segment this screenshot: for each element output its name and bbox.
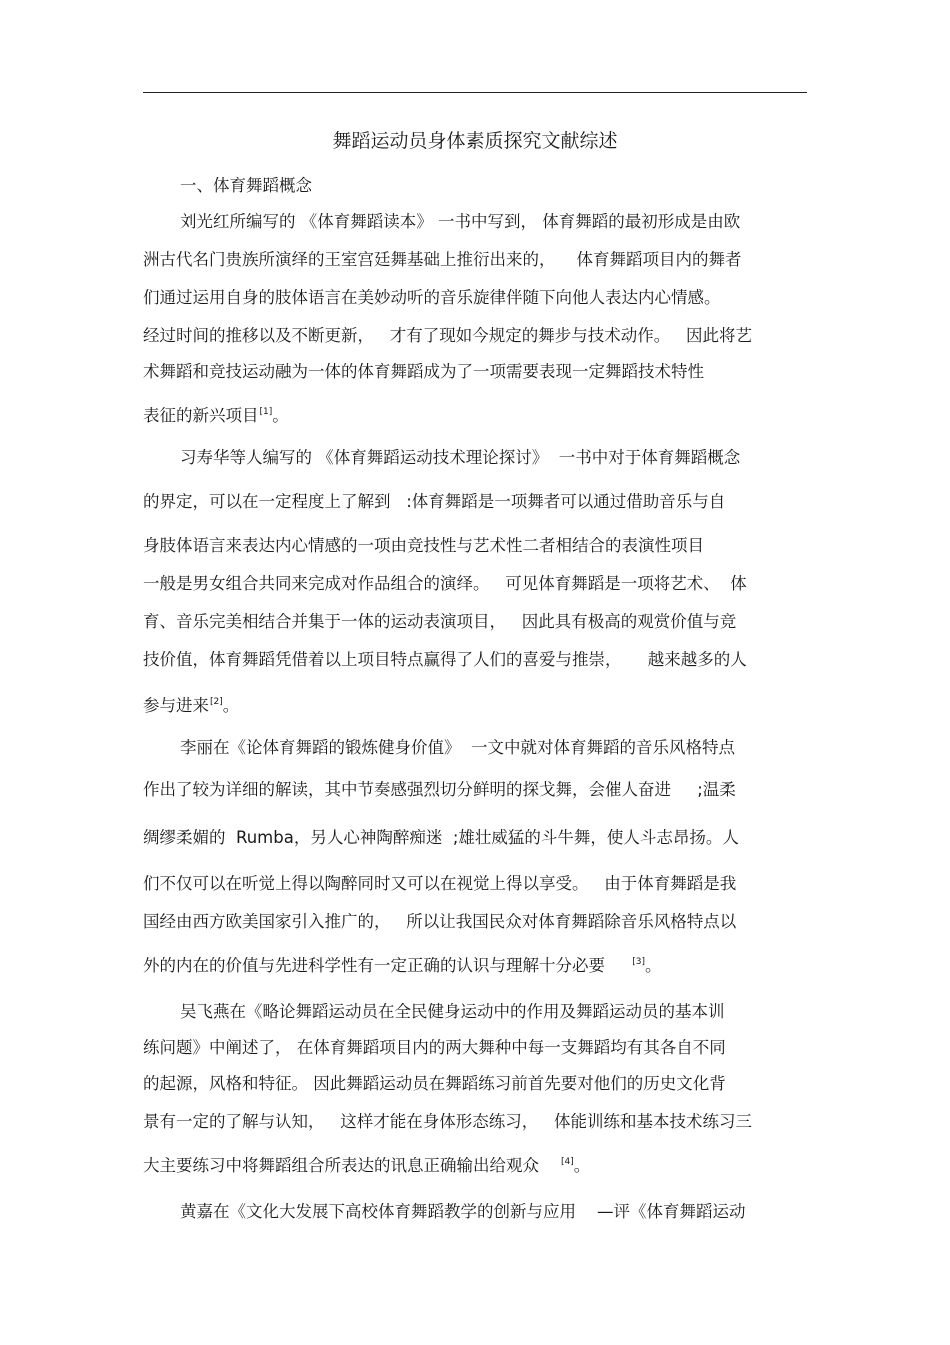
line-text: 的界定，可以在一定程度上了解到 :体育舞蹈是一项舞者可以通过借助音乐与自 (143, 492, 726, 511)
text-line (143, 610, 736, 634)
line-text: 作出了较为详细的解读，其中节奏感强烈切分鲜明的探戈舞，会催人奋进 ;温柔 (143, 780, 736, 799)
line-text: 练问题》中阐述了， 在体育舞蹈项目内的两大舞种中每一支舞蹈均有其各自不同 (143, 1038, 726, 1057)
line-text: 一、体育舞蹈概念 (180, 176, 312, 195)
text-line (143, 1110, 752, 1134)
text-line (143, 872, 736, 896)
line-text: 们不仅可以在听觉上得以陶醉同时又可以在视觉上得以享受。 由于体育舞蹈是我 (143, 874, 737, 893)
text-line (143, 534, 704, 558)
text-line (143, 324, 752, 348)
citation-marker: [3] (632, 957, 645, 967)
text-line (143, 248, 741, 272)
line-text: 参与进来 (143, 696, 209, 715)
text-line (143, 778, 736, 802)
line-end-punctuation: 。 (644, 956, 662, 975)
text-line (143, 400, 289, 428)
line-text: 国经由西方欧美国家引入推广的， 所以让我国民众对体育舞蹈除音乐风格特点以 (143, 912, 737, 931)
line-text: 身肢体语言来表达内心情感的一项由竞技性与艺术性二者相结合的表演性项目 (143, 536, 704, 555)
line-end-punctuation: 。 (272, 406, 289, 425)
text-line (143, 826, 739, 850)
line-text: 景有一定的了解与认知， 这样才能在身体形态练习， 体能训练和基本技术练习三 (143, 1112, 752, 1131)
document-title: 舞蹈运动员身体素质探究文献综述 (332, 130, 618, 152)
text-line (143, 572, 747, 596)
line-text: 吴飞燕在《略论舞蹈运动员在全民健身运动中的作用及舞蹈运动员的基本训 (180, 1002, 725, 1021)
line-text: 大主要练习中将舞蹈组合所表达的讯息正确输出给观众 (143, 1156, 560, 1175)
text-line (143, 490, 725, 514)
line-text: 们通过运用自身的肢体语言在美妙动听的音乐旋律伴随下向他人表达内心情感。 (143, 288, 721, 307)
line-text: 一般是男女组合共同来完成对作品组合的演绎。 可见体育舞蹈是一项将艺术、 体 (143, 574, 747, 593)
text-line (180, 446, 740, 470)
text-line (143, 1036, 726, 1060)
line-end-punctuation: 。 (573, 1156, 591, 1175)
line-text: 习寿华等人编写的 《体育舞蹈运动技术理论探讨》 一书中对于体育舞蹈概念 (180, 448, 741, 467)
header-rule (143, 92, 807, 93)
line-text: 黄嘉在《文化大发展下高校体育舞蹈教学的创新与应用 —评《体育舞蹈运动 (180, 1202, 746, 1221)
citation-marker: [2] (210, 697, 223, 707)
line-text: 外的内在的价值与先进科学性有一定正确的认识与理解十分必要 (143, 956, 632, 975)
text-line (180, 174, 312, 198)
line-text: 的起源，风格和特征。 因此舞蹈运动员在舞蹈练习前首先要对他们的历史文化背 (143, 1074, 726, 1093)
line-text: 洲古代名门贵族所演绎的王室宫廷舞基础上推衍出来的， 体育舞蹈项目内的舞者 (143, 250, 742, 269)
text-line (143, 1072, 726, 1096)
line-text: 术舞蹈和竞技运动融为一体的体育舞蹈成为了一项需要表现一定舞蹈技术特性 (143, 362, 704, 381)
line-text: 技价值，体育舞蹈凭借着以上项目特点赢得了人们的喜爱与推崇， 越来越多的人 (143, 650, 747, 669)
citation-marker: [1] (259, 407, 273, 417)
line-end-punctuation: 。 (222, 696, 240, 715)
text-line (143, 690, 239, 718)
text-line (180, 1200, 745, 1224)
text-line (180, 210, 740, 234)
line-text: 育、音乐完美相结合并集于一体的运动表演项目， 因此具有极高的观赏价值与竞 (143, 612, 737, 631)
text-line (143, 910, 736, 934)
text-line (143, 360, 704, 384)
text-line (180, 1000, 725, 1024)
text-line (143, 286, 721, 310)
line-text: 经过时间的推移以及不断更新， 才有了现如今规定的舞步与技术动作。 因此将艺 (143, 326, 752, 345)
text-line (143, 1150, 590, 1178)
text-line (143, 648, 747, 672)
text-line (143, 950, 661, 978)
line-text: 刘光红所编写的 《体育舞蹈读本》 一书中写到， 体育舞蹈的最初形成是由欧 (180, 212, 741, 231)
line-text: 李丽在《论体育舞蹈的锻炼健身价值》 一文中就对体育舞蹈的音乐风格特点 (180, 738, 735, 757)
text-line (180, 736, 735, 760)
citation-marker: [4] (560, 1157, 574, 1167)
line-text: 表征的新兴项目 (143, 406, 259, 425)
line-text: 绸缪柔媚的 Rumba，另人心神陶醉痴迷 ;雄壮威猛的斗牛舞，使人斗志昂扬。人 (143, 828, 739, 847)
